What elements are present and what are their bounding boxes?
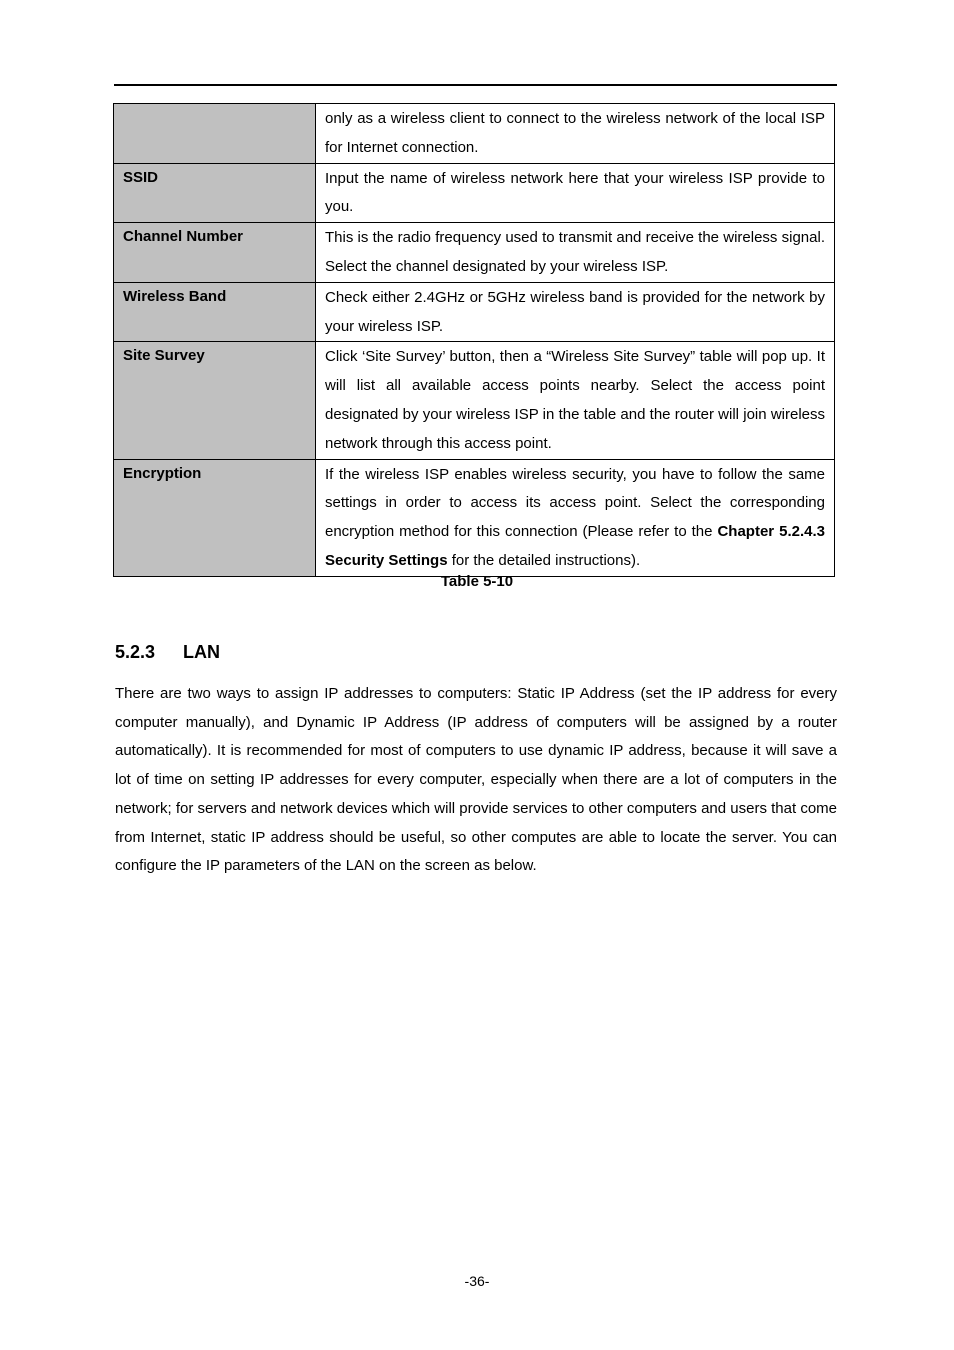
table-row [114, 459, 835, 576]
table-desc-cell: This is the radio frequency used to transmit and receive the wireless signal. Select the channel designated by your wireless ISP. [316, 223, 835, 283]
table-desc-cell: only as a wireless client to connect to the wireless network of the local ISP for Internet connection. [316, 104, 835, 164]
table-row [114, 163, 835, 223]
table-caption: Table 5-10 [440, 573, 514, 590]
table-row [114, 104, 835, 164]
section-title: LAN [183, 642, 220, 662]
chapter-reference: Chapter 5.2.4.3 Security Settings [325, 523, 825, 569]
table-term-cell: SSID [114, 163, 316, 223]
table-term-cell [114, 104, 316, 164]
table-desc-cell: Click ‘Site Survey’ button, then a “Wireless Site Survey” table will pop up. It will list all available access points nearby. Select the access point designated by your wireless ISP in the table and the router will join wireless network through this access point. [316, 342, 835, 459]
body-paragraph: There are two ways to assign IP addresses to computers: Static IP Address (set the IP address for every computer manually), and Dynamic IP Address (IP address of computers will be assigned by a router automatically). It is recommended for most of computers to use dynamic IP address, because it will save a lot of time on setting IP addresses for every computer, especially when there are a lot of computers in the network; for servers and network devices which will provide services to other computers and users that come from Internet, static IP address should be useful, so other computes are able to locate the server. You can configure the IP parameters of the LAN on the screen as below. [115, 685, 837, 875]
table-row [114, 282, 835, 342]
table-desc-cell [316, 459, 835, 576]
table-row [114, 223, 835, 283]
page-number: -36- [464, 1273, 490, 1289]
table-term-cell: Encryption [114, 459, 316, 576]
section-number: 5.2.3 [115, 642, 156, 662]
table-term-cell: Channel Number [114, 223, 316, 283]
table-desc-cell: Input the name of wireless network here that your wireless ISP provide to you. [316, 163, 835, 223]
table-term-cell: Site Survey [114, 342, 316, 459]
table-desc-cell: Check either 2.4GHz or 5GHz wireless band is provided for the network by your wireless ISP. [316, 282, 835, 342]
header-rule [114, 84, 837, 86]
table-term-cell: Wireless Band [114, 282, 316, 342]
desc-text: If the wireless ISP enables wireless security, you have to follow the same settings in order to access its access point. Select the corresponding encryption method for this connection (Please refer to the [325, 465, 825, 541]
parameter-table [113, 103, 835, 577]
section-heading [115, 642, 220, 663]
desc-text: for the detailed instructions). [447, 551, 641, 569]
table-row [114, 342, 835, 459]
